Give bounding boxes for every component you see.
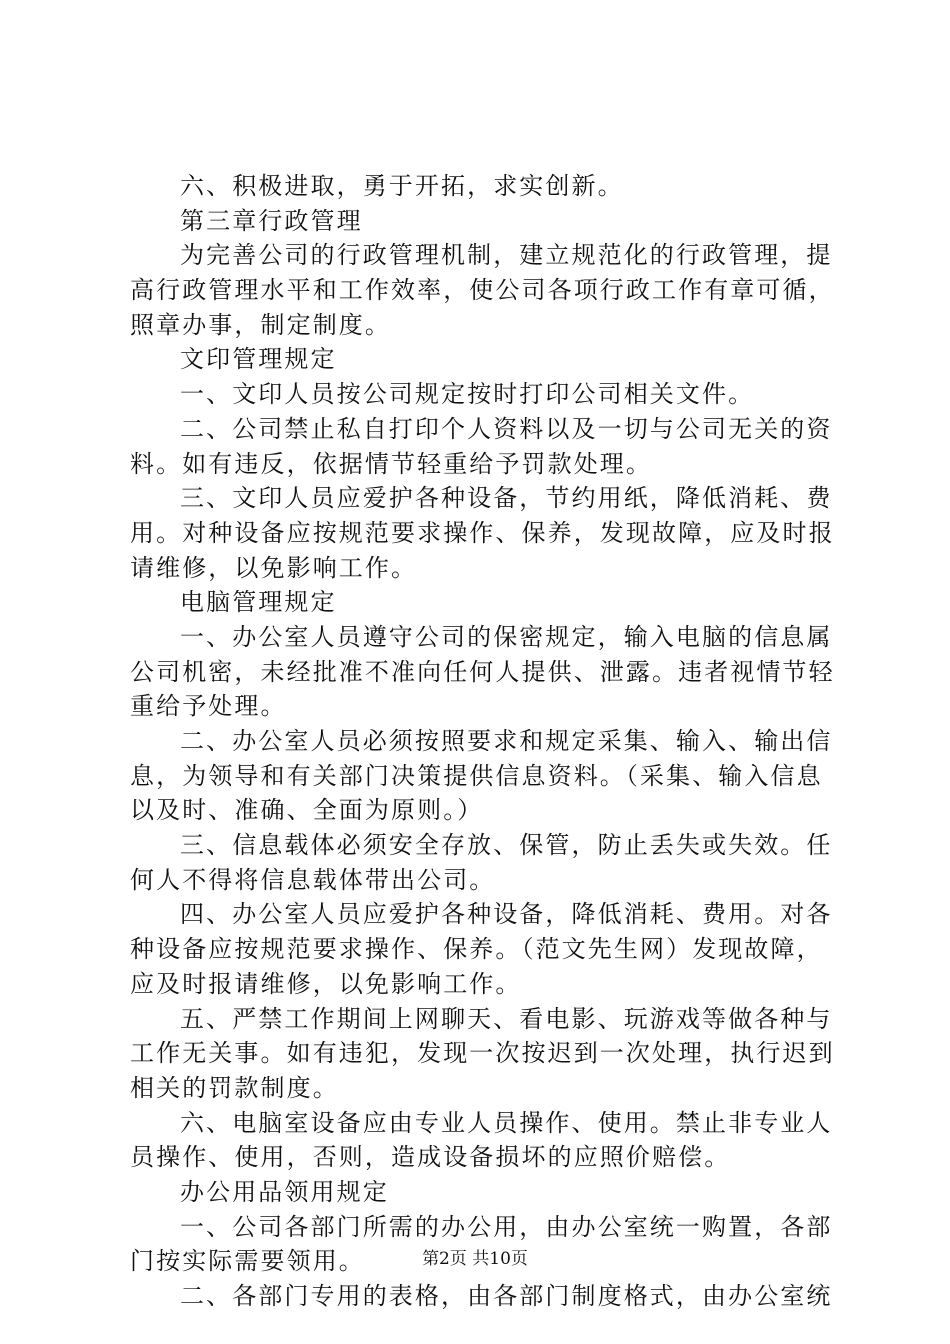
paragraph-line: 用。对种设备应按规范要求操作、保养，发现故障，应及时报 xyxy=(130,518,835,547)
paragraph-line: 重给予处理。 xyxy=(130,692,287,721)
paragraph-line: 应及时报请维修，以免影响工作。 xyxy=(130,969,522,998)
paragraph-line: 一、公司各部门所需的办公用，由办公室统一购置，各部 xyxy=(180,1212,833,1241)
paragraph-line: 以及时、准确、全面为原则。） xyxy=(130,796,484,825)
paragraph-line: 门按实际需要领用。 xyxy=(130,1247,365,1276)
paragraph-line: 种设备应按规范要求操作、保养。（范文先生网）发现故障， xyxy=(130,935,823,964)
paragraph-line: 员操作、使用，否则，造成设备损坏的应照价赔偿。 xyxy=(130,1143,731,1172)
paragraph-line: 料。如有违反，依据情节轻重给予罚款处理。 xyxy=(130,449,652,478)
paragraph-line: 一、文印人员按公司规定按时打印公司相关文件。 xyxy=(180,380,755,409)
paragraph-line: 何人不得将信息载体带出公司。 xyxy=(130,865,496,894)
paragraph-line: 息，为领导和有关部门决策提供信息资料。（采集、输入信息 xyxy=(130,761,823,790)
paragraph-line: 请维修，以免影响工作。 xyxy=(130,553,418,582)
document-body xyxy=(130,169,835,1314)
subsection-heading: 办公用品领用规定 xyxy=(180,1177,389,1206)
paragraph-line: 二、各部门专用的表格，由各部门制度格式，由办公室统 xyxy=(180,1282,833,1310)
section-heading: 第三章行政管理 xyxy=(180,206,363,235)
page-number-footer: 第2页 共10页 xyxy=(422,1249,528,1269)
subsection-heading: 文印管理规定 xyxy=(180,345,337,374)
paragraph-line: 三、文印人员应爱护各种设备，节约用纸，降低消耗、费 xyxy=(180,484,833,513)
paragraph-line: 一、办公室人员遵守公司的保密规定，输入电脑的信息属 xyxy=(180,622,833,651)
paragraph-line: 六、电脑室设备应由专业人员操作、使用。禁止非专业人 xyxy=(180,1108,833,1137)
paragraph-line: 二、办公室人员必须按照要求和规定采集、输入、输出信 xyxy=(180,727,833,755)
paragraph-line: 公司机密，未经批准不准向任何人提供、泄露。违者视情节轻 xyxy=(130,657,835,686)
paragraph-line: 为完善公司的行政管理机制，建立规范化的行政管理，提 xyxy=(180,241,833,270)
paragraph-line: 相关的罚款制度。 xyxy=(130,1073,339,1102)
subsection-heading: 电脑管理规定 xyxy=(180,588,337,617)
paragraph-line: 高行政管理水平和工作效率，使公司各项行政工作有章可循， xyxy=(130,276,835,305)
paragraph-line: 二、公司禁止私自打印个人资料以及一切与公司无关的资 xyxy=(180,414,833,443)
paragraph-line: 照章办事，制定制度。 xyxy=(130,310,391,339)
paragraph-line: 四、办公室人员应爱护各种设备，降低消耗、费用。对各 xyxy=(180,900,833,929)
paragraph-line: 五、严禁工作期间上网聊天、看电影、玩游戏等做各种与 xyxy=(180,1004,833,1033)
paragraph-line: 三、信息载体必须安全存放、保管，防止丢失或失效。任 xyxy=(180,831,833,860)
paragraph-line: 六、积极进取，勇于开拓，求实创新。 xyxy=(180,172,624,200)
paragraph-line: 工作无关事。如有违犯，发现一次按迟到一次处理，执行迟到 xyxy=(130,1039,835,1068)
